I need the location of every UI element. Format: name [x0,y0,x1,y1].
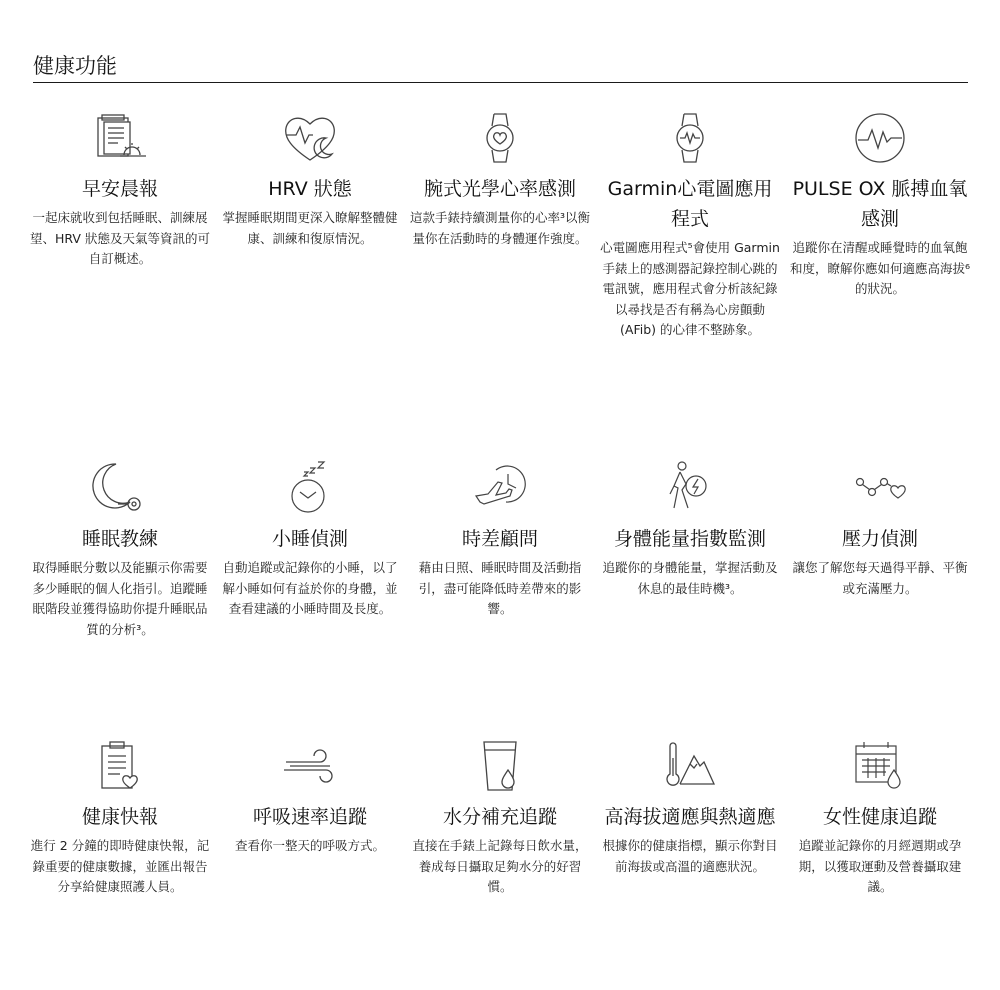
feature-title: 身體能量指數監測 [613,528,766,550]
feature-card [595,458,785,736]
feature-description: 藉由日照、睡眠時間及活動指引，盡可能降低時差帶來的影響。 [418,560,582,616]
feature-title: HRV 狀態 [268,178,352,200]
feature-card [405,736,595,976]
feature-card [785,736,975,976]
jet-lag-icon [470,458,530,518]
feature-card [215,736,405,976]
feature-card [215,108,405,458]
feature-title: 時差顧問 [461,528,538,550]
body-battery-icon [660,458,720,518]
feature-description: 一起床就收到包括睡眠、訓練展望、HRV 狀態及天氣等資訊的可自訂概述。 [30,210,210,266]
health-snapshot-icon [90,736,150,796]
page-title: 健康功能 [33,52,968,83]
feature-title: 壓力偵測 [841,528,918,550]
feature-description: 追蹤並記錄你的月經週期或孕期，以獲取運動及營養攝取建議。 [798,838,962,894]
stress-tracking-icon [850,458,910,518]
feature-title: 早安晨報 [81,178,158,200]
feature-description: 直接在手錶上記錄每日飲水量，養成每日攝取足夠水分的好習慣。 [412,838,588,894]
feature-title: 水分補充追蹤 [442,806,557,828]
ecg-watch-icon [660,108,720,168]
feature-card [405,108,595,458]
feature-card [785,108,975,458]
altitude-heat-icon [660,736,720,796]
feature-description: 心電圖應用程式⁵會使用 Garmin 手錶上的感測器記錄控制心跳的電訊號，應用程式會分析該紀錄以尋找是否有稱為心房顫動 (AFib) 的心律不整跡象。 [600,240,780,337]
pulse-ox-icon [850,108,910,168]
feature-description: 自動追蹤或記錄你的小睡，以了解小睡如何有益於你的身體，並查看建議的小睡時間及長度。 [222,560,398,616]
feature-grid [25,108,975,976]
feature-card [405,458,595,736]
feature-description: 進行 2 分鐘的即時健康快報，記錄重要的健康數據，並匯出報告分享給健康照護人員。 [30,838,210,894]
feature-title: PULSE OX 脈搏血氧感測 [792,178,968,230]
feature-card [215,458,405,736]
womens-health-icon [850,736,910,796]
feature-card [25,736,215,976]
feature-title: 睡眠教練 [81,528,158,550]
wrist-heart-rate-icon [470,108,530,168]
feature-description: 根據你的健康指標，顯示你對目前海拔或高溫的適應狀況。 [602,838,778,874]
hydration-icon [470,736,530,796]
respiration-icon [280,736,340,796]
feature-card [595,736,785,976]
sunrise-report-icon [90,108,150,168]
feature-card [25,458,215,736]
hrv-heart-moon-icon [280,108,340,168]
sleep-coach-icon [90,458,150,518]
feature-title: 呼吸速率追蹤 [252,806,367,828]
feature-card [785,458,975,736]
nap-detection-icon [280,458,340,518]
feature-card [25,108,215,458]
feature-description: 掌握睡眠期間更深入瞭解整體健康、訓練和復原情況。 [222,210,398,246]
feature-description: 追蹤你的身體能量，掌握活動及休息的最佳時機³。 [602,560,778,596]
feature-description: 取得睡眠分數以及能顯示你需要多少睡眠的個人化指引。追蹤睡眠階段並獲得協助你提升睡眠品質的分析³。 [32,560,208,637]
feature-description: 這款手錶持續測量你的心率³以衡量你在活動時的身體運作強度。 [409,210,590,246]
feature-description: 查看你一整天的呼吸方式。 [234,838,385,853]
feature-title: 女性健康追蹤 [822,806,937,828]
feature-card [595,108,785,458]
feature-title: 小睡偵測 [271,528,348,550]
feature-title: 健康快報 [81,806,158,828]
feature-description: 讓您了解您每天過得平靜、平衡或充滿壓力。 [792,560,968,596]
feature-title: 腕式光學心率感測 [423,178,576,200]
feature-description: 追蹤你在清醒或睡覺時的血氧飽和度，瞭解你應如何適應高海拔⁶的狀況。 [789,240,970,296]
feature-title: Garmin心電圖應用程式 [607,178,773,230]
feature-title: 高海拔適應與熱適應 [604,806,776,828]
